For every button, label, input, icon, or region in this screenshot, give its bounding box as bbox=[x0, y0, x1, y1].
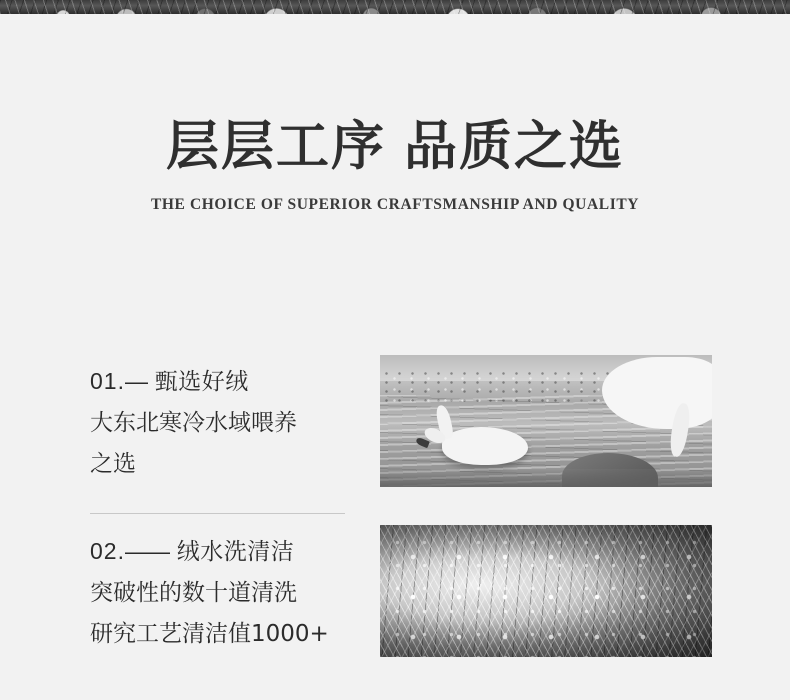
feature-image-swan bbox=[380, 355, 712, 487]
page-title bbox=[0, 118, 790, 214]
feature-desc-line: 研究工艺清洁值1000+ bbox=[90, 621, 329, 647]
feature-row bbox=[0, 355, 790, 487]
title-chinese bbox=[0, 118, 790, 176]
feature-index-dot: . bbox=[117, 538, 125, 564]
feature-dash: —— bbox=[124, 538, 169, 564]
feature-image-down-fiber bbox=[380, 525, 712, 657]
top-photo-strip bbox=[0, 0, 790, 14]
feature-index-dot: . bbox=[117, 368, 125, 394]
shoreline bbox=[380, 469, 712, 487]
feature-text-block bbox=[90, 525, 380, 655]
feature-text-block bbox=[90, 355, 380, 485]
feature-desc-line: 大东北寒冷水域喂养 bbox=[90, 410, 297, 436]
swan-body bbox=[442, 427, 528, 465]
feature-heading-line bbox=[90, 531, 380, 573]
title-chinese-right: 品质之选 bbox=[404, 116, 624, 177]
feature-desc-line: 突破性的数十道清洗 bbox=[90, 580, 297, 606]
feature-index: 01 bbox=[90, 368, 118, 394]
feature-heading: 绒水洗清洁 bbox=[176, 539, 295, 565]
feature-heading-line bbox=[90, 361, 380, 403]
feature-dash: — bbox=[124, 368, 147, 394]
image-vignette bbox=[380, 525, 712, 657]
feature-list bbox=[0, 355, 790, 657]
feature-divider bbox=[90, 513, 345, 514]
feature-row bbox=[0, 525, 790, 657]
grass-blades-overlay bbox=[0, 0, 790, 14]
feature-desc-line: 之选 bbox=[90, 451, 136, 477]
subtitle-english: THE CHOICE OF SUPERIOR CRAFTSMANSHIP AND QUALITY bbox=[150, 196, 640, 214]
feature-heading: 甄选好绒 bbox=[154, 369, 249, 395]
title-chinese-left: 层层工序 bbox=[166, 116, 386, 177]
feature-index: 02 bbox=[90, 538, 118, 564]
